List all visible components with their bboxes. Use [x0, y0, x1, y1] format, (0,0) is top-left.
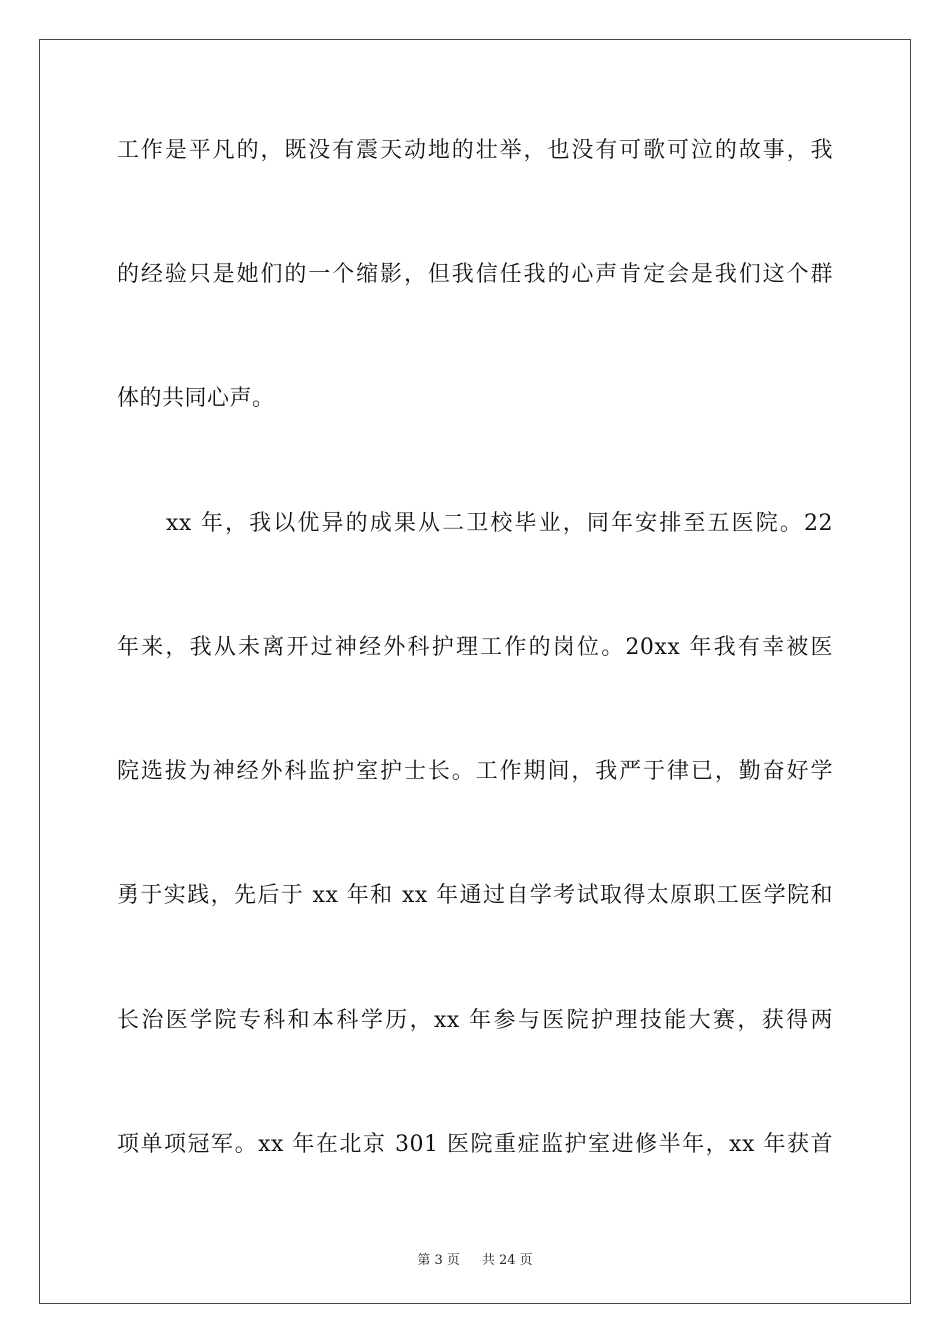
- text-line-7: 勇于实践，先后于 xx 年和 xx 年通过自学考试取得太原职工医学院和: [117, 883, 833, 908]
- text-line-1: 工作是平凡的，既没有震天动地的壮举，也没有可歌可泣的故事，我: [117, 138, 833, 163]
- text-line-5: 年来，我从未离开过神经外科护理工作的岗位。20xx 年我有幸被医: [117, 635, 833, 660]
- text-line-3: 体的共同心声。: [117, 386, 275, 411]
- text-line-8: 长治医学院专科和本科学历，xx 年参与医院护理技能大赛，获得两: [117, 1008, 833, 1033]
- text-line-9: 项单项冠军。xx 年在北京 301 医院重症监护室进修半年，xx 年获首: [117, 1132, 833, 1157]
- page-frame: [39, 39, 911, 1304]
- page-footer: [0, 1249, 950, 1268]
- page-number: 第 3 页: [417, 1253, 460, 1268]
- text-line-4: xx 年，我以优异的成果从二卫校毕业，同年安排至五医院。22: [166, 511, 833, 536]
- page-total: 共 24 页: [481, 1253, 533, 1268]
- text-line-2: 的经验只是她们的一个缩影，但我信任我的心声肯定会是我们这个群: [117, 262, 833, 287]
- text-line-6: 院选拔为神经外科监护室护士长。工作期间，我严于律已，勤奋好学: [117, 759, 833, 784]
